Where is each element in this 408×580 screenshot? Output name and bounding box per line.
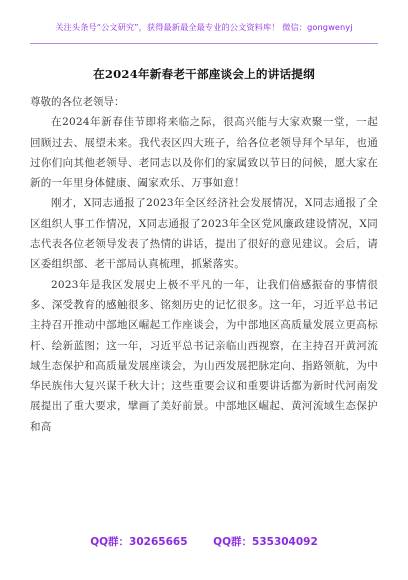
- footer: [0, 534, 408, 549]
- document-title: 在2024年新春老干部座谈会上的讲话提纲: [93, 67, 315, 81]
- document-body: [30, 66, 378, 437]
- top-banner: 关注头条号“公文研究”，获得最新最全最专业的公文资料库！ 微信：gongwenyj: [55, 22, 353, 32]
- paragraph-2: 刚才，X同志通报了2023年全区经济社会发展情况，X同志通报了全区组织人事工作情况，X同志通报了2023年全区党风廉政建设情况，X同志代表各位老领导发表了热情的讲话，提出了很好的意见建议。会后，请区委组织部、老干部局认真梳理，抓紧落实。: [30, 197, 378, 271]
- footer-qq-group-2: QQ群：535304092: [213, 536, 318, 548]
- header-divider: [30, 43, 378, 44]
- paragraph-3: 2023年是我区发展史上极不平凡的一年，让我们倍感振奋的事情很多、深受教育的感触很多、铭刻历史的记忆很多。这一年，习近平总书记主持召开推动中部地区崛起工作座谈会，为中部地区高质量发展立更高标杆、绘新蓝图；这一年，习近平总书记亲临山西视察，在主持召开黄河流域生态保护和高质量发展座谈会，为山西发展把脉定向、指路领航，为中华民族伟大复兴谋千秋大计；这些重要会议和重要讲话都为新时代河南发展提出了重大要求，擘画了美好前景。中部地区崛起、黄河流域生态保护和高: [30, 278, 378, 433]
- paragraph-1: 在2024年新春佳节即将来临之际，很高兴能与大家欢聚一堂，一起回顾过去、展望未来。我代表区四大班子，给各位老领导拜个早年，也通过你们向其他老领导、老同志以及你们的家属致以节日的问候，愿大家在新的一年里身体健康、阖家欢乐、万事如意！: [30, 116, 378, 190]
- footer-qq-group-1: QQ群：30265665: [90, 536, 188, 548]
- salutation: 尊敬的各位老领导：: [30, 96, 125, 108]
